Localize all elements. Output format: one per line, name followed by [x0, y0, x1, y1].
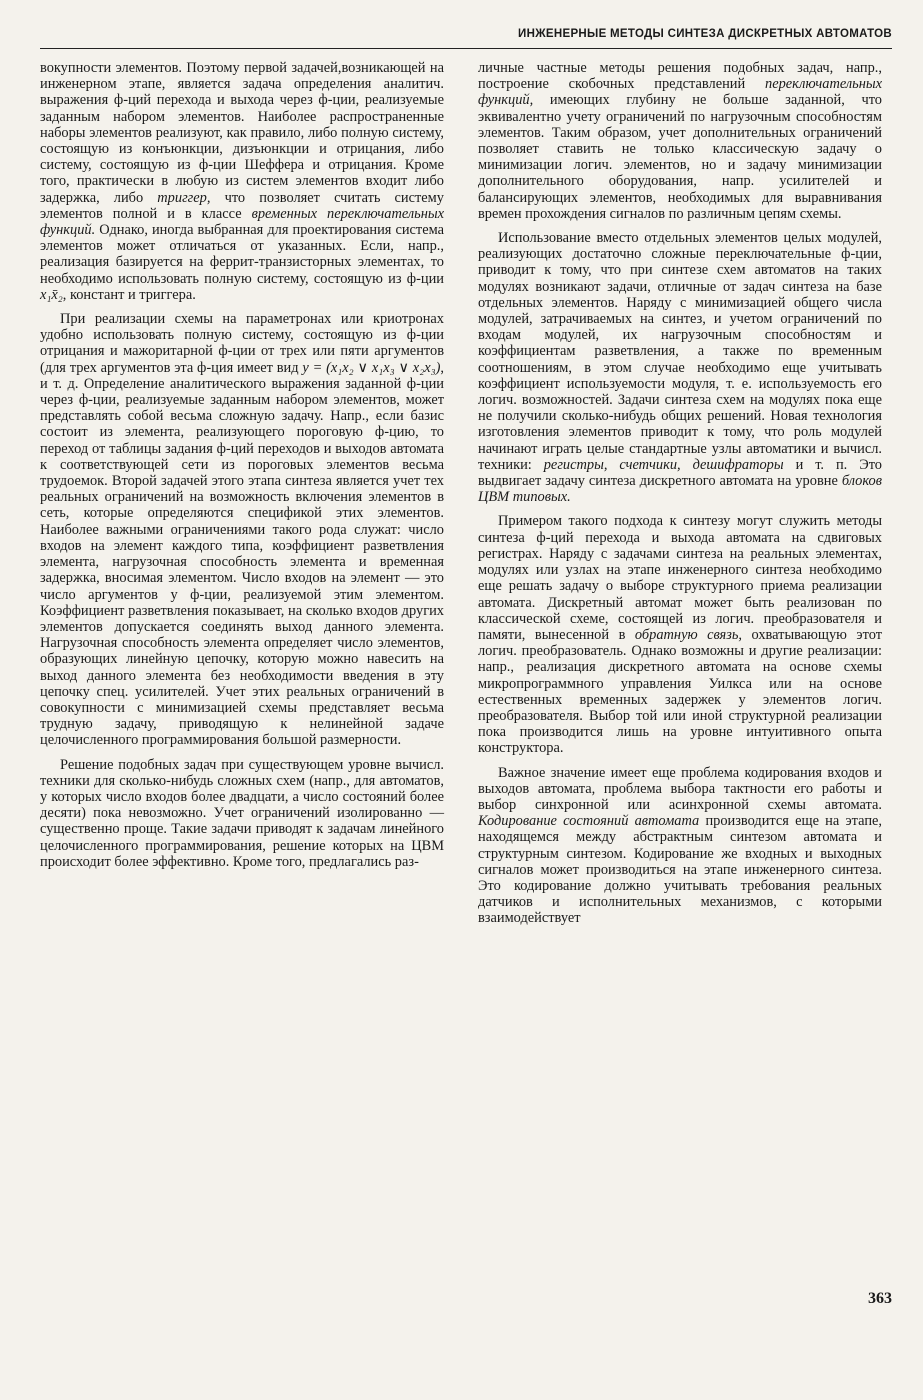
term-trigger: триггер,	[157, 189, 211, 206]
text-run: При реализации схемы на параметронах или криотронах удобно использовать полную систему, состоящую из ф-ции отрицания и мажоритарной ф-ции от трех или пяти аргументов (для трех аргументов эта ф-ция имеет вид	[40, 311, 444, 376]
text-run: , констант и триггера.	[62, 286, 196, 303]
header-rule	[40, 48, 892, 49]
running-title: ИНЖЕНЕРНЫЕ МЕТОДЫ СИНТЕЗА ДИСКРЕТНЫХ АВТОМАТОВ	[518, 28, 892, 40]
text-run: личные частные методы решения подобных задач, напр., построение скобочных представлений	[478, 60, 882, 93]
text-run: Примером такого подхода к синтезу могут служить методы синтеза ф-ций перехода и выхода автомата на сдвиговых регистрах. Наряду с задачами синтеза на реальных элементах, модулях или узлах на этапе инженерного синтеза необходимо еще решать задачу о выборе структурного приема реализации автомата. Дискретный автомат может быть реализован по классической схеме, состоящей из логич. преобразователя и памяти, вынесенной в	[478, 513, 882, 643]
paragraph	[478, 765, 882, 927]
text-run: производится еще на этапе, находящемся между абстрактным синтезом автомата и структурным синтезом. Кодирование же входных и выходных сигналов может производиться на этапе инженерного синтеза. Это кодирование должно учитывать требования реальных датчиков и исполнительных механизмов, с которыми взаимодействует	[478, 813, 883, 927]
right-column	[478, 60, 882, 927]
term-state-coding: Кодирование состояний автомата	[478, 813, 700, 830]
term-feedback: обратную связь,	[634, 626, 743, 643]
paragraph	[478, 513, 882, 756]
text-run: Важное значение имеет еще проблема кодирования входов и выходов автомата, проблема выбора тактности его работы и выбор синхронной или асинхронной схемы автомата.	[478, 764, 882, 813]
text-run: охватывающую этот логич. преобразователь. Однако возможны и другие реализации: напр., реализация дискретного автомата на основе схемы микропрограммного управления Уилкса или на основе естественных временных задержек у элементов логич. преобразователя. Выбор той или иной структурной реализации пока производится лишь на уровне интуитивного опыта конструктора.	[478, 626, 882, 757]
text-run: вокупности элементов. Поэтому первой задачей,возникающей на инженерном этапе, является задача определения аналитич. выражения ф-ций перехода и выхода через ф-ции, реализуемые заданным набором элементов. Наиболее распространенные наборы элементов реализуют, как правило, либо полную систему, состоящую из конъюнкции, дизъюнкции и отрицания, либо систему, состоящую из ф-ции Шеффера и отрицания. Кроме того, практически в любую из систем элементов входит либо задержка, либо	[40, 60, 444, 206]
paragraph	[478, 230, 882, 505]
text-run: Использование вместо отдельных элементов целых модулей, реализующих достаточно сложные переключательные ф-ции, приводит к тому, что при синтезе схем автоматов на таких модулях возникают задачи, отличные от задач синтеза на базе отдельных элементов. Наряду с минимизацией общего числа модулей, затрачиваемых на синтез, и учетом ограничений по входам модулей, их нагрузочным способностям и коэффициентам разветвления, а также по временным соотношениям, в этом случае необходимо еще учитывать коэффициент используемости модуля, т. е. используемость его логич. возможностей. Задачи синтеза схем на модулях пока еще не получили сколько-нибудь общих решений. Новая технология изготовления элементов приводит к тому, что роль модулей начинают играть целые стандартные узлы автоматики и вычисл. техники:	[478, 230, 882, 473]
page-number: 363	[868, 1290, 892, 1307]
text-run: имеющих глубину не больше заданной, что эквивалентно учету ограничений по нагрузочным способностям элементов. Таким образом, учет дополнительных ограничений позволяет ставить не только классическую задачу о минимизации логич. элементов, но и задачу минимизации дополнительного оборудования, напр. усилителей и балансирующих элементов, необходимых для выравнивания времен прохождения сигналов по различным цепям схемы.	[478, 92, 882, 222]
term-registers-counters-decoders: регистры, счетчики, дешифраторы	[543, 456, 784, 473]
term-temporal-switching-functions: временных переключательных функций.	[40, 205, 445, 239]
formula: y = (x₁x₂ ∨ x₁x₃ ∨ x₂x₃)	[302, 359, 441, 376]
paragraph	[478, 60, 882, 222]
term-switching-functions: переключательных функций,	[478, 76, 882, 109]
text-run: и т. п. Это выдвигает задачу синтеза дискретного автомата на уровне	[478, 456, 883, 490]
text-run: что позволяет считать систему элементов полной и в классе	[40, 189, 444, 222]
left-column	[40, 60, 444, 870]
paragraph	[40, 60, 444, 303]
formula: x₁x̄₂	[40, 286, 63, 303]
text-run: , и т. д. Определение аналитического выражения заданной ф-ции через ф-ции, реализуемые заданным набором элементов, может представлять собой весьма сложную задачу. Напр., если базис состоит из элемента, реализующего пороговую ф-цию, то переход от таблицы задания ф-ций переходов и выходов автомата к соответствующей сети из пороговых элементов весьма трудоемок. Второй задачей этого этапа синтеза является учет тех реальных ограничений на возможность включения элементов в сеть, которые определяются спецификой этих элементов. Наиболее важными ограничениями такого рода служат: число входов на элемент каждого типа, коэффициент разветвления элемента, нагрузочная способность элемента и временная задержка, вносимая элементом. Число входов на элемент — это число аргументов у ф-ции, реализуемой этим элементом. Коэффициент разветвления показывает, на сколько входов других элементов допускается соединять выход данного элемента. Нагрузочная способность элемента определяет число элементов, образующих линейную цепочку, которую можно навесить на выход данного элемента без необходимости введения в эту цепочку спец. усилителей. Учет этих реальных ограничений в совокупности с минимизацией схемы представляет весьма трудную задачу, приводящую к нелинейной задаче целочисленного программирования большой размерности.	[40, 359, 444, 749]
term-computer-blocks: блоков ЦВМ типовых.	[478, 473, 882, 506]
text-run: Однако, иногда выбранная для проектирования система элементов может отличаться от указанных. Если, напр., реализация базируется на феррит-транзисторных элементах, то необходимо использовать полную систему, состоящую из ф-ции	[40, 222, 444, 287]
paragraph	[40, 311, 444, 748]
paragraph: Решение подобных задач при существующем уровне вычисл. техники для сколько-нибудь сложных схем (напр., для автоматов, у которых число входов более двадцати, а число состояний более десяти) пока невозможно. Учет ограничений изолированно — существенно проще. Такие задачи приводят к задачам линейного целочисленного программирования, решение которых на ЦВМ происходит более эффективно. Кроме того, предлагались раз-	[40, 756, 444, 870]
